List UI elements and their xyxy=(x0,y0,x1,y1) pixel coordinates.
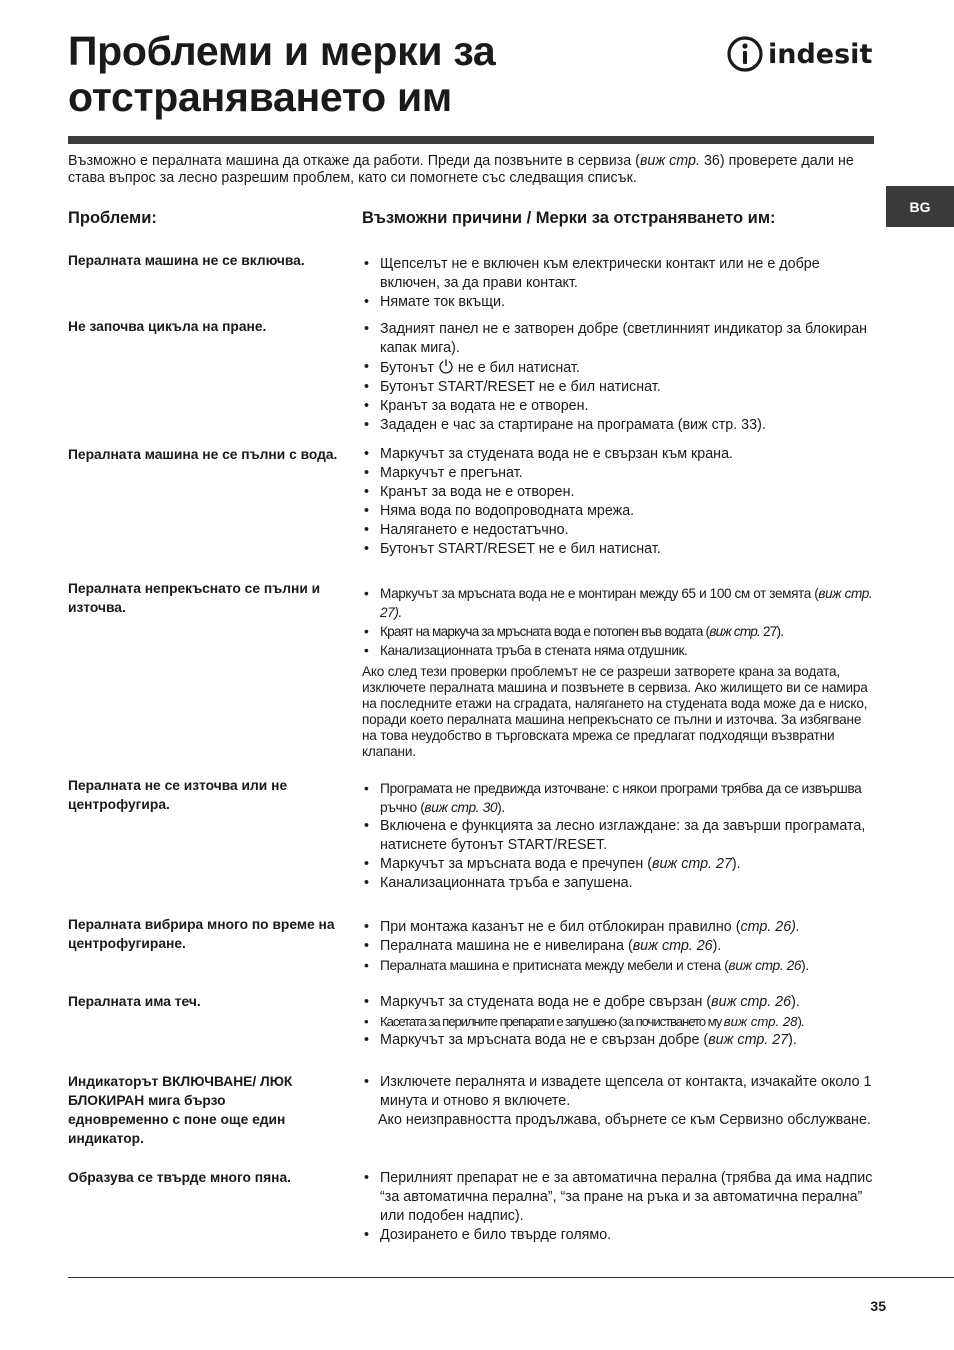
causes-list xyxy=(362,255,882,312)
page-ref: виж стр. 28 xyxy=(723,1014,798,1029)
cause-text: Краят на маркуча за мръсната вода е потопен във водата ( xyxy=(380,624,710,639)
cause-item: • Нямате ток вкъщи. xyxy=(362,293,882,312)
cause-item xyxy=(362,584,882,622)
cause-item xyxy=(362,855,882,874)
cause-text: Маркучът за мръсната вода е пречупен ( xyxy=(380,856,652,872)
page-ref-tail: ). xyxy=(712,938,722,954)
causes-list xyxy=(362,445,882,559)
cause-item: • Изключете пералнята и извадете щепсела от контакта, изчакайте около 1 минута и отново я включете. xyxy=(362,1073,882,1111)
header-divider xyxy=(68,136,874,144)
page-ref-tail: ). xyxy=(497,800,505,815)
brand-name: indesit xyxy=(768,38,873,70)
page-title-line-1: Проблеми и мерки за xyxy=(68,28,496,74)
cause-item: • Кранът за водата не е отворен. xyxy=(362,397,882,416)
indesit-logo-icon xyxy=(726,35,764,73)
causes-list xyxy=(362,779,882,893)
cause-item: • Бутонът START/RESET не е бил натиснат. xyxy=(362,378,882,397)
cause-item: • Перилният препарат не е за автоматична перална (трябва да има надпис “за автоматична перална”, “за пране на ръка и за автоматична перална” или подобен надпис). xyxy=(362,1169,882,1226)
page-ref-tail: ). xyxy=(791,994,800,1010)
cause-item: • Дозирането е било твърде голямо. xyxy=(362,1226,882,1245)
cause-item: • Няма вода по водопроводната мрежа. xyxy=(362,502,882,521)
intro-part-2: 36) проверете дали не става въпрос за лесно разрешим проблем, като си помогнете със следващия списък. xyxy=(68,153,854,186)
causes-list xyxy=(362,918,882,975)
page-ref: виж стр. 27). xyxy=(380,586,873,620)
problems-heading: Проблеми: xyxy=(68,209,157,227)
cause-item xyxy=(362,993,882,1012)
cause-item: • Кранът за вода не е отворен. xyxy=(362,483,882,502)
cause-text: Маркучът за мръсната вода не е свързан добре ( xyxy=(380,1032,709,1048)
cause-item: • Бутонът START/RESET не е бил натиснат. xyxy=(362,540,882,559)
problem-label: Не започва цикъла на пране. xyxy=(68,319,267,334)
cause-item: • Зададен е час за стартиране на програмата (виж стр. 33). xyxy=(362,416,882,435)
cause-item: Ако неизправността продължава, обърнете се към Сервизно обслужване. xyxy=(378,1112,871,1128)
page-ref: виж стр. 26 xyxy=(728,958,802,973)
cause-item xyxy=(362,937,882,956)
cause-item xyxy=(362,779,882,817)
cause-item: • Маркучът е прегънат. xyxy=(362,464,882,483)
cause-text: Пералната машина не е нивелирана ( xyxy=(380,938,633,954)
cause-item: • Щепселът не е включен към електрически контакт или не е добре включен, за да прави контакт. xyxy=(362,255,882,293)
page-ref-tail: ). xyxy=(801,958,809,973)
problem-label: Образува се твърде много пяна. xyxy=(68,1170,292,1185)
cause-text: Пералната машина е притисната между мебели и стена ( xyxy=(380,958,729,973)
cause-item xyxy=(362,1031,882,1050)
cause-item xyxy=(362,1012,882,1031)
brand-logo xyxy=(726,34,886,74)
drain-note: Ако след тези проверки проблемът не се разреши затворете крана за водата, изключете пералната машина и позвънете в сервиза. Ако жилището ви се намира на последните етажи на сградата, налягането на студената вода може да е ниско, поради което пералната машина непрекъснато се пълни и източва. За избягване на това неудобство в търговската мрежа се предлагат подходящи възвратни клапани. xyxy=(362,664,868,759)
problem-label: Пералната машина не се включва. xyxy=(68,253,305,268)
causes-list xyxy=(362,320,882,435)
causes-list xyxy=(362,1073,882,1130)
problem-label: Индикаторът ВКЛЮЧВАНЕ/ ЛЮК БЛОКИРАН мига бързо едновременно с поне още един индикатор. xyxy=(68,1074,293,1146)
power-icon xyxy=(438,358,454,374)
page-ref: виж стр. 27 xyxy=(651,856,732,872)
cause-text: При монтажа казанът не е бил отблокиран правилно ( xyxy=(380,919,741,935)
page-number: 35 xyxy=(870,1298,886,1314)
cause-text: Касетата за перилните препарати е запушено (за почистването му xyxy=(380,1014,724,1029)
cause-item xyxy=(362,956,882,975)
page-ref: стр. 26). xyxy=(740,919,800,935)
problem-label: Пералната машина не се пълни с вода. xyxy=(68,447,338,462)
cause-item xyxy=(362,622,882,641)
cause-text: не е бил натиснат. xyxy=(457,360,580,376)
cause-item: • Задният панел не е затворен добре (светлинният индикатор за блокиран капак мига). xyxy=(362,320,882,358)
page-ref: виж стр. xyxy=(709,624,761,639)
causes-list xyxy=(362,1169,882,1245)
footer-divider xyxy=(68,1277,954,1278)
cause-text: Маркучът за мръсната вода не е монтиран между 65 и 100 см от земята ( xyxy=(380,586,819,601)
cause-item: • Канализационната тръба е запушена. xyxy=(362,874,882,893)
page-ref: виж стр. 26 xyxy=(711,994,792,1010)
cause-item xyxy=(362,358,882,378)
page-ref: виж стр. 27 xyxy=(708,1032,789,1048)
button-prefix: Бутонът xyxy=(380,360,434,376)
problem-label: Пералната непрекъснато се пълни и източва. xyxy=(68,581,321,615)
problem-label: Пералната не се източва или не центрофугира. xyxy=(68,778,288,812)
page-title xyxy=(68,28,495,120)
page-ref: виж стр. 30 xyxy=(424,800,498,815)
page-title-line-2: отстраняването им xyxy=(68,74,452,120)
page-ref: виж стр. 26 xyxy=(632,938,713,954)
causes-list xyxy=(362,584,882,660)
language-tab: BG xyxy=(886,186,954,227)
cause-item: • Маркучът за студената вода не е свързан към крана. xyxy=(362,445,882,464)
cause-item: • Канализационната тръба в стената няма отдушник. xyxy=(362,641,882,660)
problem-label: Пералната има теч. xyxy=(68,994,201,1009)
page-ref-tail: 27). xyxy=(760,624,784,639)
intro-part-1: Възможно е пералната машина да откаже да работи. Преди да позвъните в сервиза ( xyxy=(68,153,640,169)
page-ref-tail: ). xyxy=(731,856,741,872)
cause-item xyxy=(362,918,882,937)
intro-text xyxy=(68,153,878,187)
cause-text: Маркучът за студената вода не е добре свързан ( xyxy=(380,994,712,1010)
cause-text: Програмата не предвижда източване: с някои програми трябва да се извършва ръчно ( xyxy=(380,781,862,815)
causes-heading: Възможни причини / Мерки за отстраняването им: xyxy=(362,209,776,227)
cause-item: • Включена е функцията за лесно изглаждане: за да завърши програмата, натиснете бутонът START/RESET. xyxy=(362,817,882,855)
problem-label: Пералната вибрира много по време на центрофугиране. xyxy=(68,917,335,951)
intro-ref: виж стр. xyxy=(639,153,700,169)
page-ref-tail: ). xyxy=(797,1014,804,1029)
causes-list xyxy=(362,993,882,1050)
cause-item: • Налягането е недостатъчно. xyxy=(362,521,882,540)
page-ref-tail: ). xyxy=(788,1032,797,1048)
